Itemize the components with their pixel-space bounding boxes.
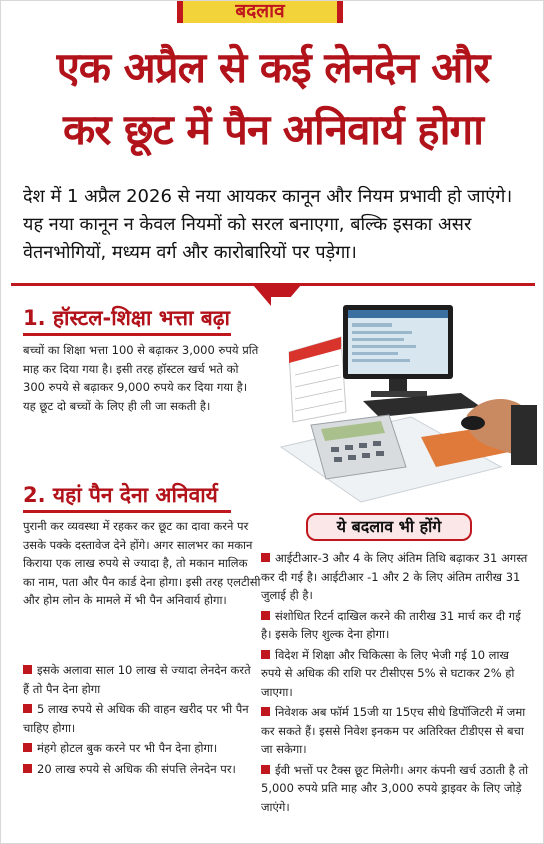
list-item bbox=[23, 739, 259, 758]
section2-bullet-list bbox=[23, 661, 259, 780]
changes-title-badge: ये बदलाव भी होंगे bbox=[306, 513, 472, 541]
bullet-square-icon bbox=[261, 611, 270, 620]
bullet-square-icon bbox=[261, 553, 270, 562]
list-item bbox=[23, 700, 259, 737]
bullet-text: मंहगे होटल बुक करने पर भी पैन देना होगा। bbox=[37, 741, 218, 755]
section2-underline bbox=[23, 510, 231, 513]
section2-title: 2. यहां पैन देना अनिवार्य bbox=[23, 483, 218, 507]
changes-bullet-list bbox=[261, 549, 531, 818]
bullet-square-icon bbox=[261, 650, 270, 659]
bullet-square-icon bbox=[23, 665, 32, 674]
bullet-text: संशोधित रिटर्न दाखिल करने की तारीख 31 मार्च कर दी गई है। इसके लिए शुल्क देना होगा। bbox=[261, 608, 521, 641]
bullet-text: 20 लाख रुपये से अधिक की संपत्ति लेनदेन पर। bbox=[37, 761, 236, 776]
list-item bbox=[261, 646, 531, 702]
list-item bbox=[261, 607, 531, 644]
section1-underline bbox=[23, 333, 231, 336]
bullet-text: विदेश में शिक्षा और चिकित्सा के लिए भेजी गई 10 लाख रुपये से अधिक की राशि पर टीसीएस 5% से घटाकर 2% हो जाएगा। bbox=[261, 647, 515, 699]
list-item bbox=[261, 549, 531, 605]
headline-line-2: कर छूट में पैन अनिवार्य होगा bbox=[62, 105, 483, 154]
bullet-text: 5 लाख रुपये से अधिक की वाहन खरीद पर भी पैन चाहिए होगा। bbox=[23, 702, 249, 735]
intro-paragraph: देश में 1 अप्रैल 2026 से नया आयकर कानून और नियम प्रभावी हो जाएंगे। यह नया कानून न केवल नियमों को सरल बनाएगा, बल्कि इसका असर वेतनभोगियों, मध्यम वर्ग और कारोबारियों पर पड़ेगा। bbox=[23, 186, 513, 263]
bullet-text: ईवी भत्तों पर टैक्स छूट मिलेगी। अगर कंपनी खर्च उठाती है तो 5,000 रुपये प्रति माह और 3,000 रुपये ड्राइवर के लिए जोड़े जाएंगे। bbox=[261, 762, 529, 814]
bullet-text: इसके अलावा साल 10 लाख से ज्यादा लेनदेन करते हैं तो पैन देना होगा bbox=[23, 663, 251, 696]
bullet-square-icon bbox=[23, 764, 32, 773]
bullet-square-icon bbox=[23, 743, 32, 752]
list-item bbox=[23, 760, 259, 779]
bullet-square-icon bbox=[261, 765, 270, 774]
bullet-text: निवेशक अब फॉर्म 15जी या 15एच सीधे डिपॉजिटरी में जमा कर सकते हैं। इससे निवेश इनकम पर अतिरिक्त टीडीएस से बचा जा सकेगा। bbox=[261, 705, 526, 756]
bullet-square-icon bbox=[261, 707, 270, 716]
section1-title: 1. हॉस्टल-शिक्षा भत्ता बढ़ा bbox=[23, 306, 230, 330]
list-item bbox=[261, 703, 531, 759]
bullet-square-icon bbox=[23, 704, 32, 713]
headline-line-1: एक अप्रैल से कई लेनदेन और bbox=[56, 43, 490, 92]
list-item bbox=[23, 661, 259, 698]
section1-body: बच्चों का शिक्षा भत्ता 100 से बढ़ाकर 3,000 रुपये प्रति माह कर दिया गया है। इसी तरह हॉस्टल खर्च भते को 300 रुपये से बढ़ाकर 9,000 रुपये कर दिया गया है। यह छूट दो बच्चों के लिए ही ली जा सकती है। bbox=[23, 343, 259, 413]
list-item bbox=[261, 761, 531, 817]
bullet-text: आईटीआर-3 और 4 के लिए अंतिम तिथि बढ़ाकर 31 अगस्त कर दी गई है। आईटीआर -1 और 2 के लिए अंतिम तारीख 31 जुलाई ही है। bbox=[261, 551, 528, 602]
section2-body: पुरानी कर व्यवस्था में रहकर कर छूट का दावा करने पर उसके पक्के दस्तावेज देने होंगे। अगर सालभर का मकान किराया एक लाख रुपये से ज्यादा है, तो मकान मालिक का नाम, पता और पैन कार्ड देना होगा। इसी तरह एलटीसी और होम लोन के मामले में भी पैन अनिवार्य होगा। bbox=[23, 519, 261, 607]
section-tab: बदलाव bbox=[177, 1, 343, 23]
tax-illustration-image bbox=[271, 297, 537, 507]
